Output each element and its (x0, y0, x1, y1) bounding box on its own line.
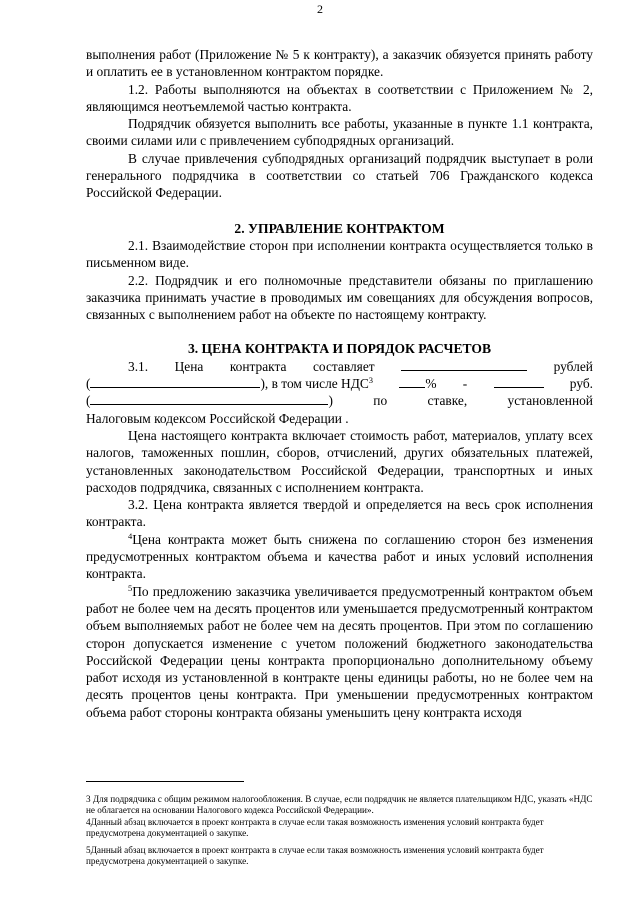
price-word: контракта (229, 358, 287, 374)
price-line-4: Налоговым кодексом Российской Федерации . (86, 410, 349, 426)
price-currency-label: рублей (553, 358, 593, 374)
vat-words-field: ( ) (86, 393, 333, 409)
vat-currency-label: руб. (569, 376, 593, 392)
vat-percent-field: % (399, 375, 436, 392)
vat-in-words-blank[interactable] (90, 392, 328, 405)
footnote-ref-5: 5 (128, 582, 133, 593)
section-heading-contract-management: 2. УПРАВЛЕНИЕ КОНТРАКТОМ (234, 220, 445, 236)
price-word: Цена (174, 358, 204, 374)
paragraph-3-2: 3.2. Цена контракта является твердой и определяется на весь срок исполнения контракта. (86, 497, 593, 530)
vat-rate-blank[interactable] (399, 375, 425, 388)
paragraph-subcontractors: В случае привлечения субподрядных организаций подрядчик выступает в роли генерального подрядчика в соответствии со статьей 706 Гражданского кодекса Российской Федерации. (86, 150, 593, 201)
paragraph-2-2: 2.2. Подрядчик и его полномочные представители обязаны по приглашению заказчика принимать участие в проводимых им совещаниях для обсуждения вопросов, связанных с выполнением работ на объекте по настоящему контракту. (86, 272, 593, 323)
footnote-4: 4Данный абзац включается в проект контракта в случае если такая возможность изменения условий контракта будет предусмотрена документацией о закупке. (86, 816, 544, 839)
paragraph-1-2: 1.2. Работы выполняются на объектах в соответствии с Приложением № 2, являющимся неотъемлемой частью контракта. (86, 81, 593, 114)
footnote-5: 5Данный абзац включается в проект контракта в случае если такая возможность изменения условий контракта будет предусмотрена документацией о закупке. (86, 844, 544, 867)
paragraph-contractor-obligation: Подрядчик обязуется выполнить все работы, указанные в пункте 1.1 контракта, своими силами или с привлечением субподрядных организаций. (86, 116, 593, 149)
paragraph-price-reduction: $^4$Цена контракта может быть снижена по соглашению сторон без изменения предусмотренных контрактом объема и качества работ и иных условий исполнения контракта. (86, 530, 593, 582)
price-word: составляет (312, 358, 375, 374)
section-heading-contract-price: 3. ЦЕНА КОНТРАКТА И ПОРЯДОК РАСЧЕТОВ (187, 341, 492, 357)
price-in-words-blank[interactable] (90, 375, 260, 388)
dash: - (462, 376, 468, 392)
price-line-1 (86, 358, 593, 375)
price-words-field: ( ), в том числе НДС$^3$ (86, 375, 374, 392)
footnote-separator (86, 781, 244, 782)
paragraph-1-1-continuation: выполнения работ (Приложение № 5 к контракту), а заказчик обязуется принять работу и оплатить ее в установленном контрактом порядке. (86, 47, 593, 80)
footnote-3: 3 Для подрядчика с общим режимом налогообложения. В случае, если подрядчик не является плательщиком НДС, указать «НДС не облагается на основании Налогового кодекса Российской Федерации». (86, 794, 593, 816)
footnote-ref-3: 3 (368, 375, 374, 386)
paragraph-2-1: 2.1. Взаимодействие сторон при исполнении контракта осуществляется только в письменном виде. (86, 237, 593, 271)
vat-amount-blank[interactable] (494, 375, 544, 388)
price-amount-blank[interactable] (401, 358, 527, 371)
price-line-3: ( ) по ставке, установленной (86, 393, 593, 409)
paragraph-price-includes: Цена настоящего контракта включает стоимость работ, материалов, уплату всех налогов, таможенных пошлин, сборов, отчислений, других обязательных платежей, установленных законодательством Российской Федерации, транспортных и иных расходов подрядчика, связанных с исполнением контракта. (86, 427, 593, 495)
price-line-2 (86, 375, 593, 392)
price-clause-number: 3.1. (128, 358, 149, 374)
paragraph-volume-change: $^5$По предложению заказчика увеличивается предусмотренный контрактом объем работ не более чем на десять процентов или уменьшается предусмотренный контрактом объем выполняемых работ не более чем на десять процентов. При этом по соглашению сторон допускается изменение с учетом положений бюджетного законодательства Российской Федерации цены контракта пропорционально дополнительному объему работ исходя из установленной в контракте цены единицы работы, но не более чем на десять процентов цены контракта. При уменьшении предусмотренных контрактом объема работ стороны контракта обязаны уменьшить цену контракта исходя (86, 582, 593, 720)
footnotes (86, 794, 598, 867)
vat-amount-field (494, 375, 544, 392)
document-body (86, 46, 593, 721)
page-number: 2 (317, 2, 323, 16)
footnote-ref-4: 4 (128, 530, 133, 541)
